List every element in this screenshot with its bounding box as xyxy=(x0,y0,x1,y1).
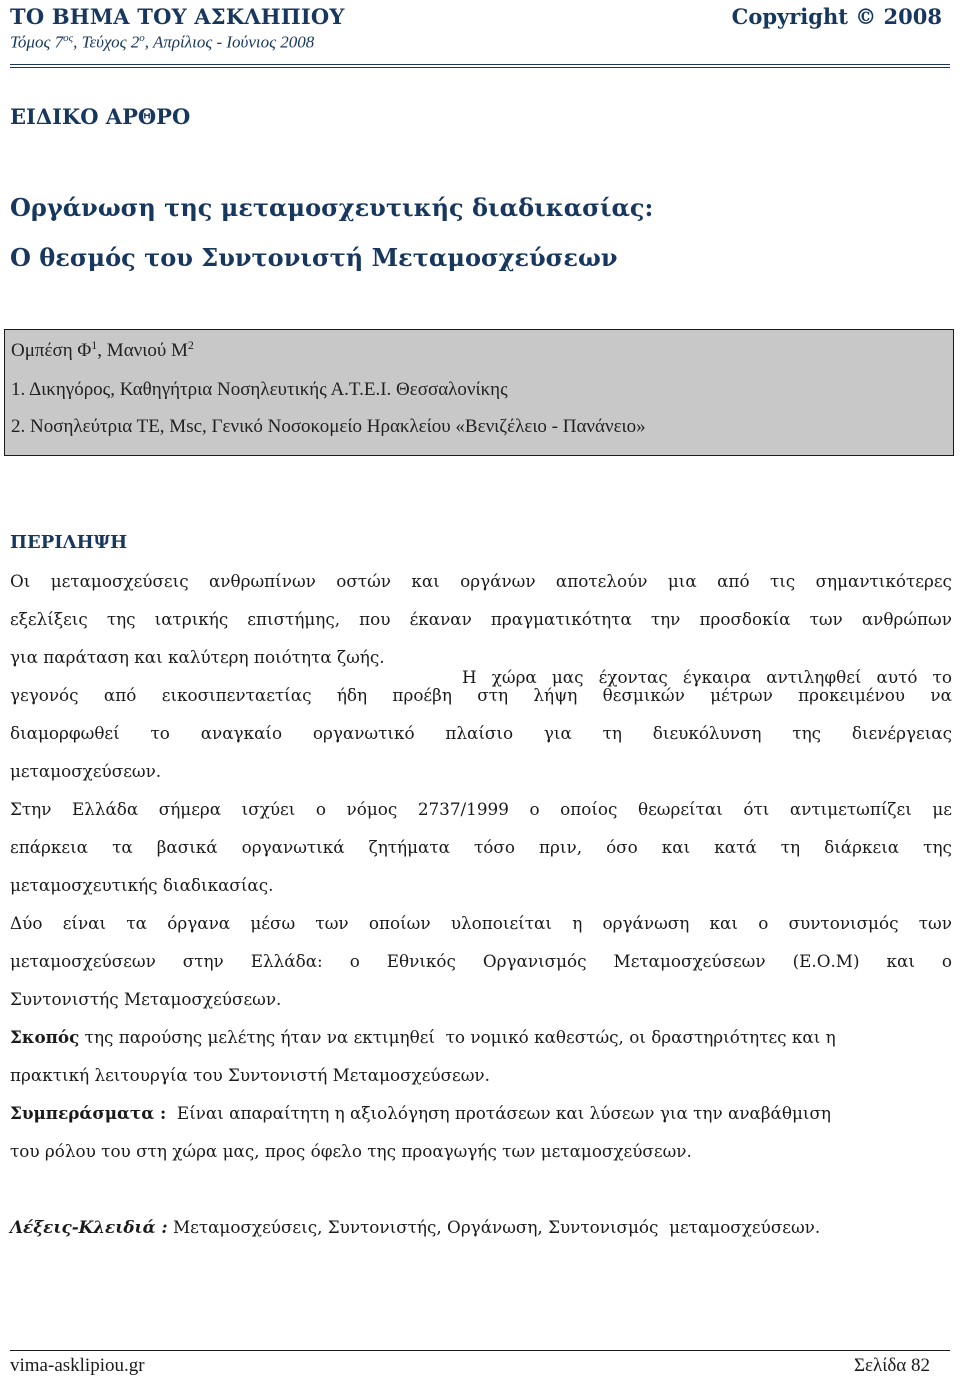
word: ο xyxy=(758,913,769,933)
word: οργανωτικό xyxy=(312,723,415,743)
word: στην xyxy=(182,951,224,971)
word: 2737/1999 xyxy=(417,799,509,819)
abstract-line xyxy=(10,571,952,591)
word: είναι xyxy=(62,913,107,933)
word: των xyxy=(315,913,349,933)
word: επάρκεια xyxy=(10,837,89,857)
word: τη xyxy=(602,723,622,743)
word: να xyxy=(930,685,952,705)
word: και xyxy=(886,951,915,971)
word: χώρα xyxy=(491,667,537,687)
word: διαμορφωθεί xyxy=(10,723,120,743)
word: επιστήμης, xyxy=(247,609,341,629)
footer-rule xyxy=(10,1350,950,1351)
copyright-notice: Copyright © 2008 xyxy=(731,4,942,29)
footer-page-number: Σελίδα 82 xyxy=(853,1355,930,1376)
header-rule-secondary xyxy=(10,67,950,68)
word: βασικά xyxy=(156,837,218,857)
abstract-heading: ΠΕΡΙΛΗΨΗ xyxy=(10,532,128,553)
word: για xyxy=(543,723,572,743)
word: ανθρωπίνων xyxy=(208,571,316,591)
abstract-line xyxy=(10,837,952,857)
word: οποίος xyxy=(560,799,618,819)
issue-info: Τόμος $7^{o\varsigma}$, Τεύχος $2^o$, Απρίλιος - Ιούνιος 2008 xyxy=(10,32,315,52)
word: τα xyxy=(112,837,133,857)
word: οργάνωση xyxy=(602,913,690,933)
word: της xyxy=(106,609,136,629)
word: των xyxy=(809,609,843,629)
word: εξελίξεις xyxy=(10,609,88,629)
word: αυτό xyxy=(876,667,918,687)
page-header xyxy=(10,2,942,58)
author-names: Ομπέση $\Phi^1$, Μανιού $M^2$ xyxy=(11,338,194,361)
word: που xyxy=(359,609,391,629)
word: και xyxy=(411,571,440,591)
word: αντιληφθεί xyxy=(766,667,862,687)
word: νόμος xyxy=(346,799,398,819)
word: διάρκεια xyxy=(824,837,900,857)
word: κατά xyxy=(714,837,757,857)
word: ο xyxy=(941,951,952,971)
abstract-line xyxy=(10,799,952,819)
word: τις xyxy=(769,571,796,591)
word: οργάνων xyxy=(460,571,536,591)
word: εικοσιπενταετίας xyxy=(161,685,312,705)
word: ήδη xyxy=(336,685,368,705)
word: από xyxy=(717,571,750,591)
word: πριν, xyxy=(539,837,583,857)
conclusions-line-2: του ρόλου του στη χώρα μας, προς όφελο της προαγωγής των μεταμοσχεύσεων. xyxy=(10,1141,692,1161)
abstract-line: Συντονιστής Μεταμοσχεύσεων. xyxy=(10,989,282,1009)
word: Ελλάδα xyxy=(71,799,139,819)
journal-title: ΤΟ ΒΗΜΑ ΤΟΥ ΑΣΚΛΗΠΙΟΥ xyxy=(10,4,345,29)
word: τα xyxy=(126,913,147,933)
word: θεωρείται xyxy=(637,799,723,819)
word: αναγκαίο xyxy=(200,723,283,743)
abstract-line-part xyxy=(462,667,952,687)
word: οργανωτικά xyxy=(241,837,345,857)
word: και xyxy=(709,913,738,933)
word: ισχύει xyxy=(241,799,296,819)
word: σημαντικότερες xyxy=(815,571,952,591)
word: διενέργειας xyxy=(851,723,952,743)
abstract-line xyxy=(10,913,952,933)
word: έγκαιρα xyxy=(682,667,752,687)
abstract-line xyxy=(10,723,952,743)
word: Δύο xyxy=(10,913,43,933)
aim-label: Σκοπός xyxy=(10,1027,80,1047)
affiliation-2: 2. Νοσηλεύτρια ΤΕ, Msc, Γενικό Νοσοκομείο Ηρακλείου «Βενιζέλειο - Πανάνειο» xyxy=(11,416,646,437)
word: μεταμοσχεύσεις xyxy=(50,571,189,591)
word: Οι xyxy=(10,571,31,591)
aim-line: Σκοπός της παρούσης μελέτης ήταν να εκτιμηθεί το νομικό καθεστώς, οι δραστηριότητες και η xyxy=(10,1027,836,1047)
word: ότι xyxy=(743,799,770,819)
abstract-line: μεταμοσχεύσεων. xyxy=(10,761,162,781)
footer-website: vima-asklipiou.gr xyxy=(10,1355,145,1376)
word: και xyxy=(661,837,691,857)
word: προκειμένου xyxy=(798,685,906,705)
word: μια xyxy=(667,571,697,591)
word: προέβη xyxy=(392,685,452,705)
word: διευκόλυνση xyxy=(652,723,762,743)
keywords-line: Λέξεις-Κλειδιά : Μεταμοσχεύσεις, Συντονιστής, Οργάνωση, Συντονισμός μεταμοσχεύσεων. xyxy=(10,1217,821,1237)
aim-line-2: πρακτική λειτουργία του Συντονιστή Μεταμοσχεύσεων. xyxy=(10,1065,490,1085)
word: των xyxy=(918,913,952,933)
word: Μεταμοσχεύσεων xyxy=(613,951,766,971)
word: μεταμοσχεύσεων xyxy=(10,951,156,971)
word: πραγματικότητα xyxy=(490,609,632,629)
word: την xyxy=(650,609,681,629)
word: μέτρων xyxy=(710,685,773,705)
word: θεσμικών xyxy=(602,685,685,705)
word: το xyxy=(932,667,952,687)
abstract-line: μεταμοσχευτικής διαδικασίας. xyxy=(10,875,274,895)
word: τη xyxy=(780,837,801,857)
word: Οργανισμός xyxy=(482,951,587,971)
word: με xyxy=(932,799,952,819)
word: λήψη xyxy=(533,685,578,705)
word: Ελλάδα: xyxy=(250,951,323,971)
word: ανθρώπων xyxy=(861,609,952,629)
word: ο xyxy=(349,951,360,971)
word: της xyxy=(792,723,822,743)
word: όσο xyxy=(606,837,638,857)
word: μέσω xyxy=(250,913,296,933)
header-rule xyxy=(10,64,950,65)
word: έχοντας xyxy=(598,667,668,687)
word: ιατρικής xyxy=(154,609,229,629)
word: αντιμετωπίζει xyxy=(789,799,912,819)
word: μας xyxy=(551,667,584,687)
abstract-line xyxy=(10,685,952,705)
abstract-line: για παράταση και καλύτερη ποιότητα ζωής. Η χώρα μας έχοντας έγκαιρα αντιληφθεί αυτό το xyxy=(10,647,952,687)
word: σήμερα xyxy=(158,799,222,819)
abstract-line xyxy=(10,609,952,629)
word: της xyxy=(923,837,952,857)
word: (Ε.Ο.Μ) xyxy=(792,951,860,971)
abstract-line xyxy=(10,951,952,971)
word: τόσο xyxy=(474,837,515,857)
word: συντονισμός xyxy=(788,913,899,933)
word: αποτελούν xyxy=(555,571,648,591)
article-title-line-1: Οργάνωση της μεταμοσχευτικής διαδικασίας: xyxy=(10,193,654,222)
word: οποίων xyxy=(368,913,431,933)
word: το xyxy=(150,723,170,743)
word: όργανα xyxy=(167,913,231,933)
word: γεγονός xyxy=(10,685,79,705)
conclusions-line: Συμπεράσματα : Είναι απαραίτητη η αξιολόγηση προτάσεων και λύσεων για την αναβάθμιση xyxy=(10,1103,831,1123)
conclusions-label: Συμπεράσματα : xyxy=(10,1103,167,1123)
word: ζητήματα xyxy=(368,837,450,857)
word: ο xyxy=(529,799,540,819)
word: έκαναν xyxy=(409,609,472,629)
word: η xyxy=(572,913,583,933)
word: ο xyxy=(315,799,326,819)
word: υλοποιείται xyxy=(450,913,552,933)
word: Στην xyxy=(10,799,52,819)
section-label: ΕΙΔΙΚΟ ΑΡΘΡΟ xyxy=(10,104,191,129)
word: πλαίσιο xyxy=(445,723,514,743)
affiliation-1: 1. Δικηγόρος, Καθηγήτρια Νοσηλευτικής Α.Τ.Ε.Ι. Θεσσαλονίκης xyxy=(11,379,508,400)
word: στη xyxy=(477,685,509,705)
word: Εθνικός xyxy=(386,951,456,971)
word: Η xyxy=(462,667,477,687)
word: οστών xyxy=(336,571,391,591)
word: από xyxy=(103,685,137,705)
word: προσδοκία xyxy=(699,609,791,629)
article-title-line-2: Ο θεσμός του Συντονιστή Μεταμοσχεύσεων xyxy=(10,243,618,272)
author-box xyxy=(4,329,954,456)
keywords-label: Λέξεις-Κλειδιά : xyxy=(10,1217,168,1237)
